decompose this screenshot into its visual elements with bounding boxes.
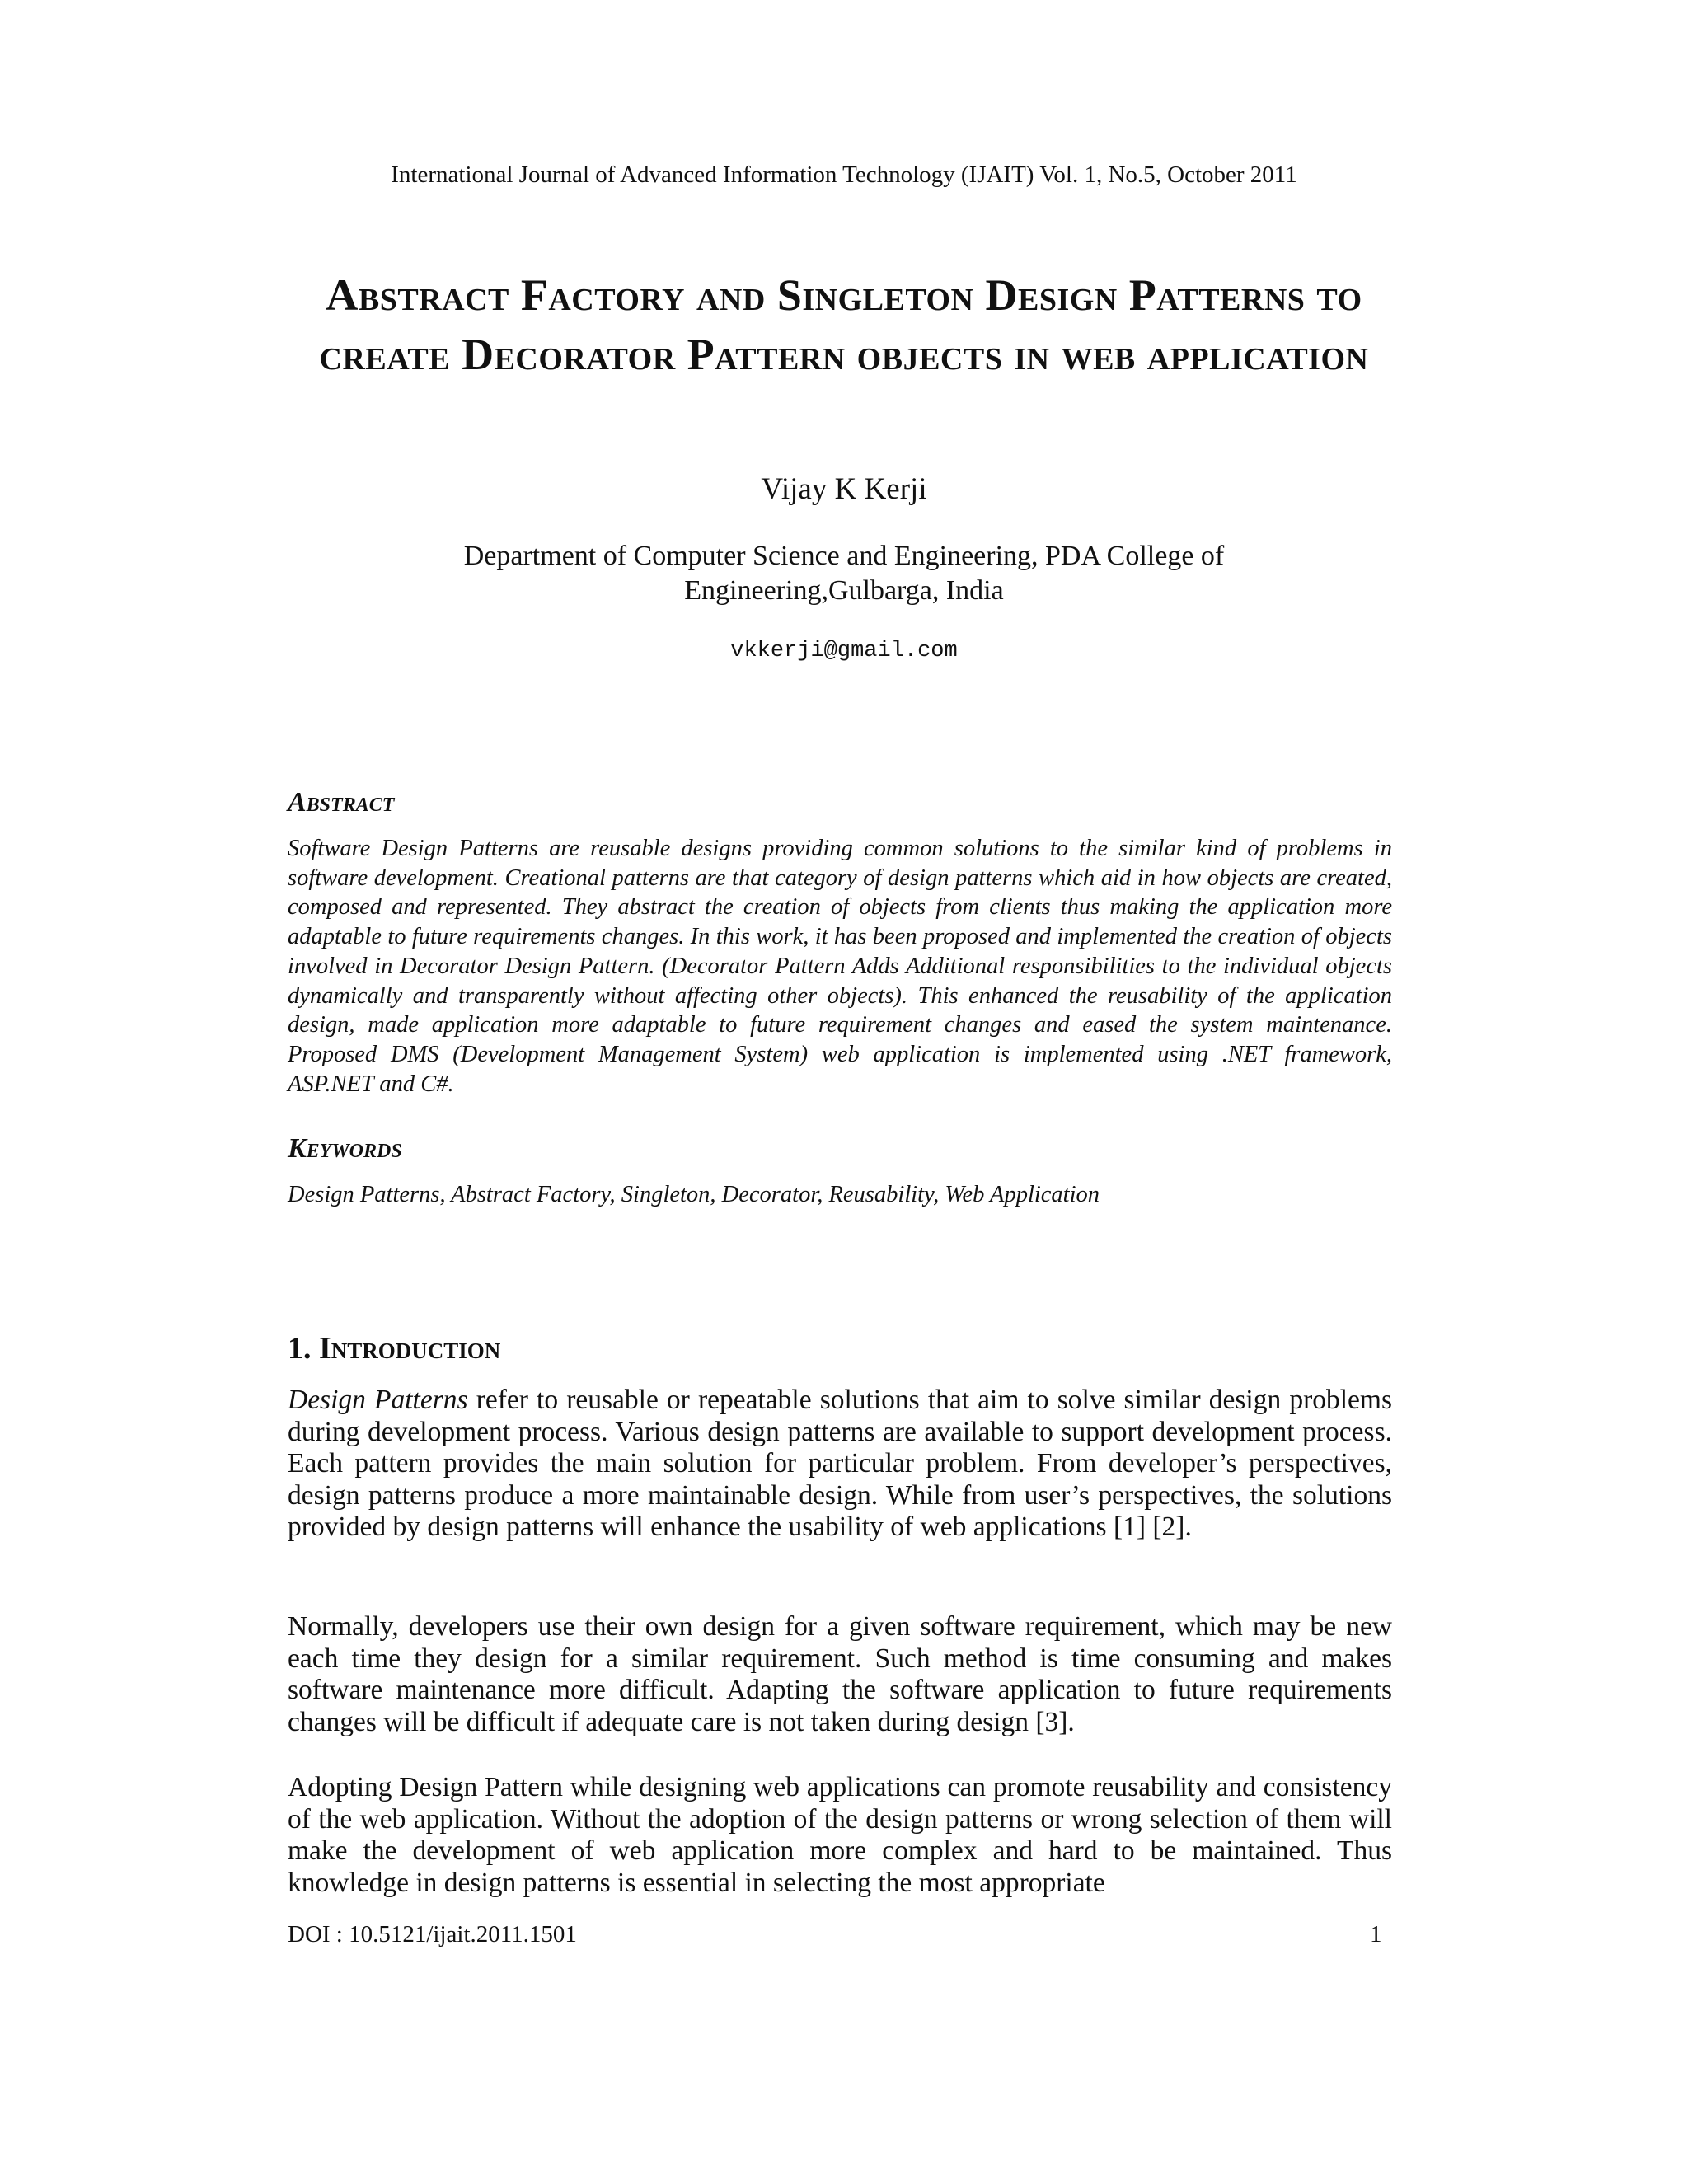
section-number: 1. (288, 1331, 312, 1366)
keywords-list: Design Patterns, Abstract Factory, Singleton, Decorator, Reusability, Web Application (288, 1182, 1100, 1207)
abstract-body: Software Design Patterns are reusable designs providing common solutions to the similar kind of problems in software development. Creational patterns are that category of design patterns which aid in how objects are created, composed and represented. They abstract the creation of objects from clients thus making the application more adaptable to future requirements changes. In this work, it has been proposed and implemented the creation of objects involved in Decorator Design Pattern. (Decorator Pattern Adds Additional responsibilities to the individual objects dynamically and transparently without affecting other objects). This enhanced the reusability of the application design, made application more adaptable to future requirement changes and eased the system maintenance. Proposed DMS (Development Management System) web application is implemented using .NET framework, ASP.NET and C#. (288, 836, 1392, 1097)
author-affiliation: Department of Computer Science and Engineering, PDA College of Engineering,Gulbarga, India (463, 541, 1225, 606)
footer-doi: DOI : 10.5121/ijait.2011.1501 (288, 1921, 577, 1947)
keywords-heading: Keywords (288, 1133, 402, 1164)
intro-paragraph-2: Normally, developers use their own design for a given software requirement, which may be new each time they design for a similar requirement. Such method is time consuming and makes software maintenance more difficult. Adapting the software application to future requirements changes will be difficult if adequate care is not taken during design [3]. (288, 1611, 1392, 1737)
author-name: Vijay K Kerji (761, 472, 927, 506)
paper-title: Abstract Factory and Singleton Design Patterns to create Decorator Pattern objects in web application (319, 270, 1369, 379)
section-title: Introduction (319, 1331, 501, 1366)
intro-paragraph-1-text: refer to reusable or repeatable solutions that aim to solve similar design problems during development process. Various design patterns are available to support development process. Each pattern provides the main solution for particular problem. From developer’s perspectives, design patterns produce a more maintainable design. While from user’s perspectives, the solutions provided by design patterns will enhance the usability of web applications [1] [2]. (288, 1385, 1392, 1543)
page-number: 1 (1370, 1921, 1382, 1947)
intro-paragraph-3: Adopting Design Pattern while designing web applications can promote reusability and consistency of the web application. Without the adoption of the design patterns or wrong selection of them will make the development of web application more complex and hard to be maintained. Thus knowledge in design patterns is essential in selecting the most appropriate (288, 1772, 1392, 1898)
introduction-heading (288, 1329, 500, 1368)
abstract-heading: Abstract (288, 787, 395, 818)
intro-emphasis: Design Patterns (288, 1385, 468, 1415)
running-header: International Journal of Advanced Information Technology (IJAIT) Vol. 1, No.5, October 2011 (391, 162, 1297, 188)
intro-paragraph-1 (288, 1385, 1392, 1544)
author-email: vkkerji@gmail.com (730, 639, 958, 663)
